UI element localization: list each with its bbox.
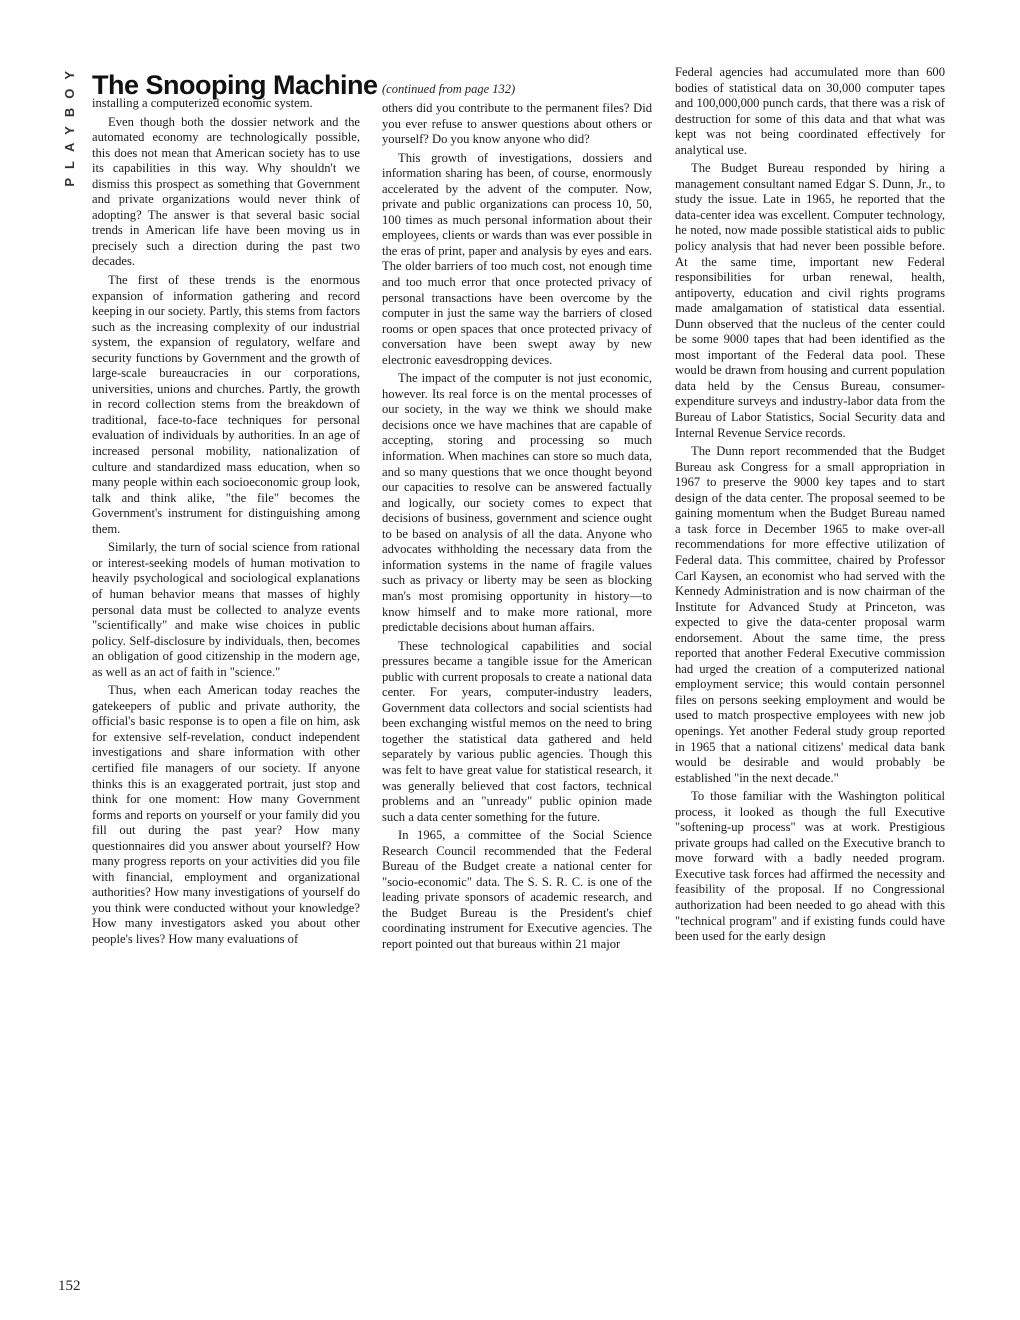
column-2: [382, 101, 652, 953]
column-3: [675, 65, 945, 945]
paragraph: The impact of the computer is not just economic, however. Its real force is on the mental processes of our society, in the way we think we should make decisions once we have machines that are capable of accepting, storing and processing so much information. When machines can store so much data, and so many questions that we once thought beyond our capacities to resolve can be answered factually and logically, our society comes to expect that decisions of business, government and science ought to be based on analysis of all the data. Anyone who advocates withholding the necessary data from the information systems in the name of fragile values such as privacy or liberty may be seen as blocking man's most promising opportunity in history—to know himself and to make more rational, more predictable decisions about human affairs.: [382, 371, 652, 635]
paragraph: The Dunn report recommended that the Budget Bureau ask Congress for a small appropriation in 1967 to preserve the 9000 key tapes and to start design of the data center. The proposal seemed to be gaining momentum when the Budget Bureau named a task force in December 1965 to make over-all recommendations for more effective utilization of Federal data. This committee, chaired by Professor Carl Kaysen, an economist who had served with the Kennedy Administration and is now chairman of the Institute for Advanced Study at Princeton, was expected to give the data-center proposal warm endorsement. About the same time, the press reported that another Federal Executive commission had urged the creation of a computerized national employment service; this would contain personnel files on persons seeking employment and would be used to match prospective employees with new job openings. Yet another Federal study group reported in 1965 that a national citizens' medical data bank would be desirable and would probably be established "in the next decade.": [675, 444, 945, 785]
paragraph: These technological capabilities and social pressures became a tangible issue for the American public with current proposals to create a national data center. For years, computer-industry leaders, Government data collectors and social scientists had been exchanging wistful memos on the need to bring together the statistical data gathered and held separately by various public agencies. Though this was felt to have great value for statistical research, it was generally believed that cost factors, technical problems and an "unready" public opinion made such a data center something for the future.: [382, 638, 652, 824]
paragraph: This growth of investigations, dossiers and information sharing has been, of course, enormously accelerated by the advent of the computer. Now, private and public organizations can process 10, 50, 100 times as much personal information about their employees, clients or wards than was ever possible in the eras of print, paper and analysis by eyes and ears. The older barriers of too much cost, not enough time and too much error that once protected privacy of personal transactions have been overcome by the computer in just the same way the barriers of closed rooms or open spaces that once protected privacy of conversation have been swept away by new electronic eavesdropping devices.: [382, 150, 652, 367]
paragraph: others did you contribute to the permanent files? Did you ever refuse to answer questions about others or yourself? Do you know anyone who did?: [382, 101, 652, 147]
paragraph: Federal agencies had accumulated more than 600 bodies of statistical data on 30,000 computer tapes and 100,000,000 punch cards, that there was a risk of destruction for some of this data and that what was kept was not being coordinated effectively for analytical use.: [675, 65, 945, 157]
paragraph: Thus, when each American today reaches the gatekeepers of public and private authority, the official's basic response is to open a file on him, ask for extensive self-revelation, conduct independent investigations and share information with other certified file managers of our society. If anyone thinks this is an exaggerated portrait, just stop and think for one moment: How many Government forms and reports on yourself or your family did you fill out during the past year? How many questionnaires did you answer about yourself? How many progress reports on your activities did you file with financial, employment and organizational authorities? How many investigations of yourself do you think were conducted without your knowledge? How many investigators asked you about other people's lives? How many evaluations of: [92, 683, 360, 946]
paragraph: Similarly, the turn of social science from rational or interest-seeking models of human motivation to heavily psychological and sociological explanations of human behavior means that masses of highly personal data must be collected to analyze events "scientifically" and make wise choices in public policy. Self-disclosure by individuals, then, becomes an obligation of good citizenship in the modern age, as well as an act of faith in "science.": [92, 540, 360, 679]
continued-note: (continued from page 132): [382, 82, 516, 96]
paragraph: To those familiar with the Washington political process, it looked as though the full Executive "softening-up process" was at work. Prestigious private groups had called on the Executive branch to move forward with a badly needed program. Executive task forces had affirmed the necessity and feasibility of the proposal. If no Congressional authorization had been needed to go ahead with this "technical program" and if existing funds could have been used for the early design: [675, 789, 945, 944]
paragraph: In 1965, a committee of the Social Science Research Council recommended that the Federal Bureau of the Budget create a national center for "socio-economic" data. The S. S. R. C. is one of the leading private sponsors of academic research, and the Budget Bureau is the President's chief coordinating instrument for Executive agencies. The report pointed out that bureaus within 21 major: [382, 828, 652, 951]
paragraph: Even though both the dossier network and the automated economy are technologically possible, this does not mean that American society has to use its capabilities in this way. Why shouldn't we dismiss this prospect as something that Government and private organizations would never think of adopting? The answer is that several basic social trends in American life have been moving us in precisely such a direction during the past two decades.: [92, 114, 360, 269]
paragraph: installing a computerized economic system.: [92, 96, 313, 110]
page-number: 152: [58, 1278, 81, 1294]
article-headline: The Snooping Machine: [92, 70, 378, 100]
paragraph: The first of these trends is the enormous expansion of information gathering and record keeping in our society. Partly, this stems from factors such as the increasing complexity of our industrial system, the expansion of regulatory, welfare and security functions by Government and the growth of large-scale bureaucracies in our corporations, universities, unions and churches. Partly, the growth in record collection stems from the breakdown of traditional, face-to-face techniques for personal evaluation of individuals by authorities. In an age of increased personal mobility, nationalization of culture and standardized mass education, when so many people within each socioeconomic group look, talk and think alike, "the file" becomes the Government's instrument for distinguishing among them.: [92, 273, 360, 536]
column-1: [92, 96, 360, 948]
paragraph: The Budget Bureau responded by hiring a management consultant named Edgar S. Dunn, Jr., to study the issue. Late in 1965, he reported that the data-center idea was excellent. Computer technology, he noted, now made possible statistical aids to public policy analysis that had never been possible before. At the same time, important new Federal responsibilities for urban renewal, health, antipoverty, education and civil rights programs made amalgamation of statistical data essential. Dunn observed that the nucleus of the center could be some 9000 tapes that had been identified as the most important of the Federal data pool. These would be drawn from housing and current population data held by the Census Bureau, consumer-expenditure surveys and industry-labor data from the Bureau of Labor Statistics, Social Security data and Internal Revenue Service records.: [675, 161, 945, 440]
magazine-name: PLAYBOY: [62, 62, 77, 187]
